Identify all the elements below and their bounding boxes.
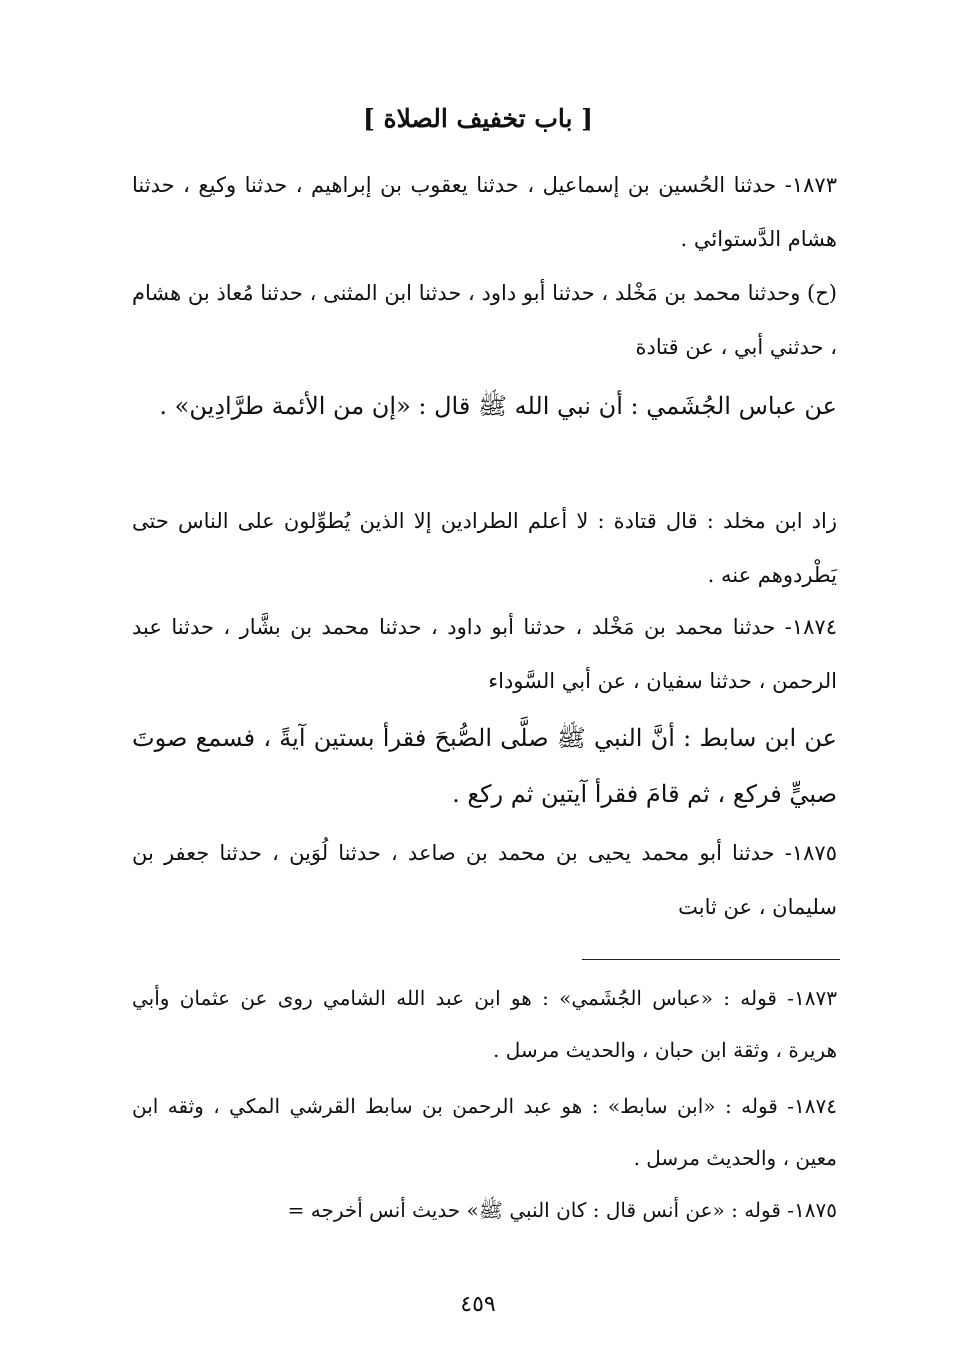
hadith-1875-isnad: ١٨٧٥- حدثنا أبو محمد يحيى بن محمد بن صاعد ، حدثنا لُوَين ، حدثنا جعفر بن سليمان ، عن ثابت xyxy=(132,841,837,919)
footnote-1873: ١٨٧٣- قوله : «عباس الجُشَمي» : هو ابن عبد الله الشامي روى عن عثمان وأبي هريرة ، وثقة ابن حبان ، والحديث مرسل . xyxy=(132,986,837,1062)
hadith-1874-isnad: ١٨٧٤- حدثنا محمد بن مَخْلد ، حدثنا أبو داود ، حدثنا محمد بن بشَّار ، حدثنا عبد الرحمن ، حدثنا سفيان ، عن أبي السَّوداء xyxy=(132,615,837,693)
hadith-1873-addition: زاد ابن مخلد : قال قتادة : لا أعلم الطرادين إلا الذين يُطوِّلون على الناس حتى يَطْردوهم عنه . xyxy=(132,509,837,587)
page-number: ٤٥٩ xyxy=(460,1292,496,1317)
footnote-divider xyxy=(582,959,840,960)
chapter-title: [ باب تخفيف الصلاة ] xyxy=(362,104,593,133)
footnote-1875: ١٨٧٥- قوله : «عن أنس قال : كان النبي ﷺ» حديث أنس أخرجه = xyxy=(287,1198,837,1222)
footnote-1874: ١٨٧٤- قوله : «ابن سابط» : هو عبد الرحمن بن سابط القرشي المكي ، وثقه ابن معين ، والحديث مرسل . xyxy=(132,1094,837,1170)
hadith-1873-matn: عن عباس الجُشَمي : أن نبي الله ﷺ قال : «إن من الأئمة طرَّادِين» . xyxy=(159,392,837,420)
hadith-1873-isnad-alt: (ح) وحدثنا محمد بن مَخْلد ، حدثنا أبو داود ، حدثنا ابن المثنى ، حدثنا مُعاذ بن هشام ، حدثني أبي ، عن قتادة xyxy=(132,281,837,359)
hadith-1874-matn: عن ابن سابط : أنَّ النبي ﷺ صلَّى الصُّبحَ فقرأ بستين آيةً ، فسمع صوتَ صبيٍّ فركع ، ثم قامَ فقرأ آيتين ثم ركع . xyxy=(132,724,837,808)
hadith-1873-isnad: ١٨٧٣- حدثنا الحُسين بن إسماعيل ، حدثنا يعقوب بن إبراهيم ، حدثنا وكيع ، حدثنا هشام الدَّستوائي . xyxy=(132,173,837,251)
